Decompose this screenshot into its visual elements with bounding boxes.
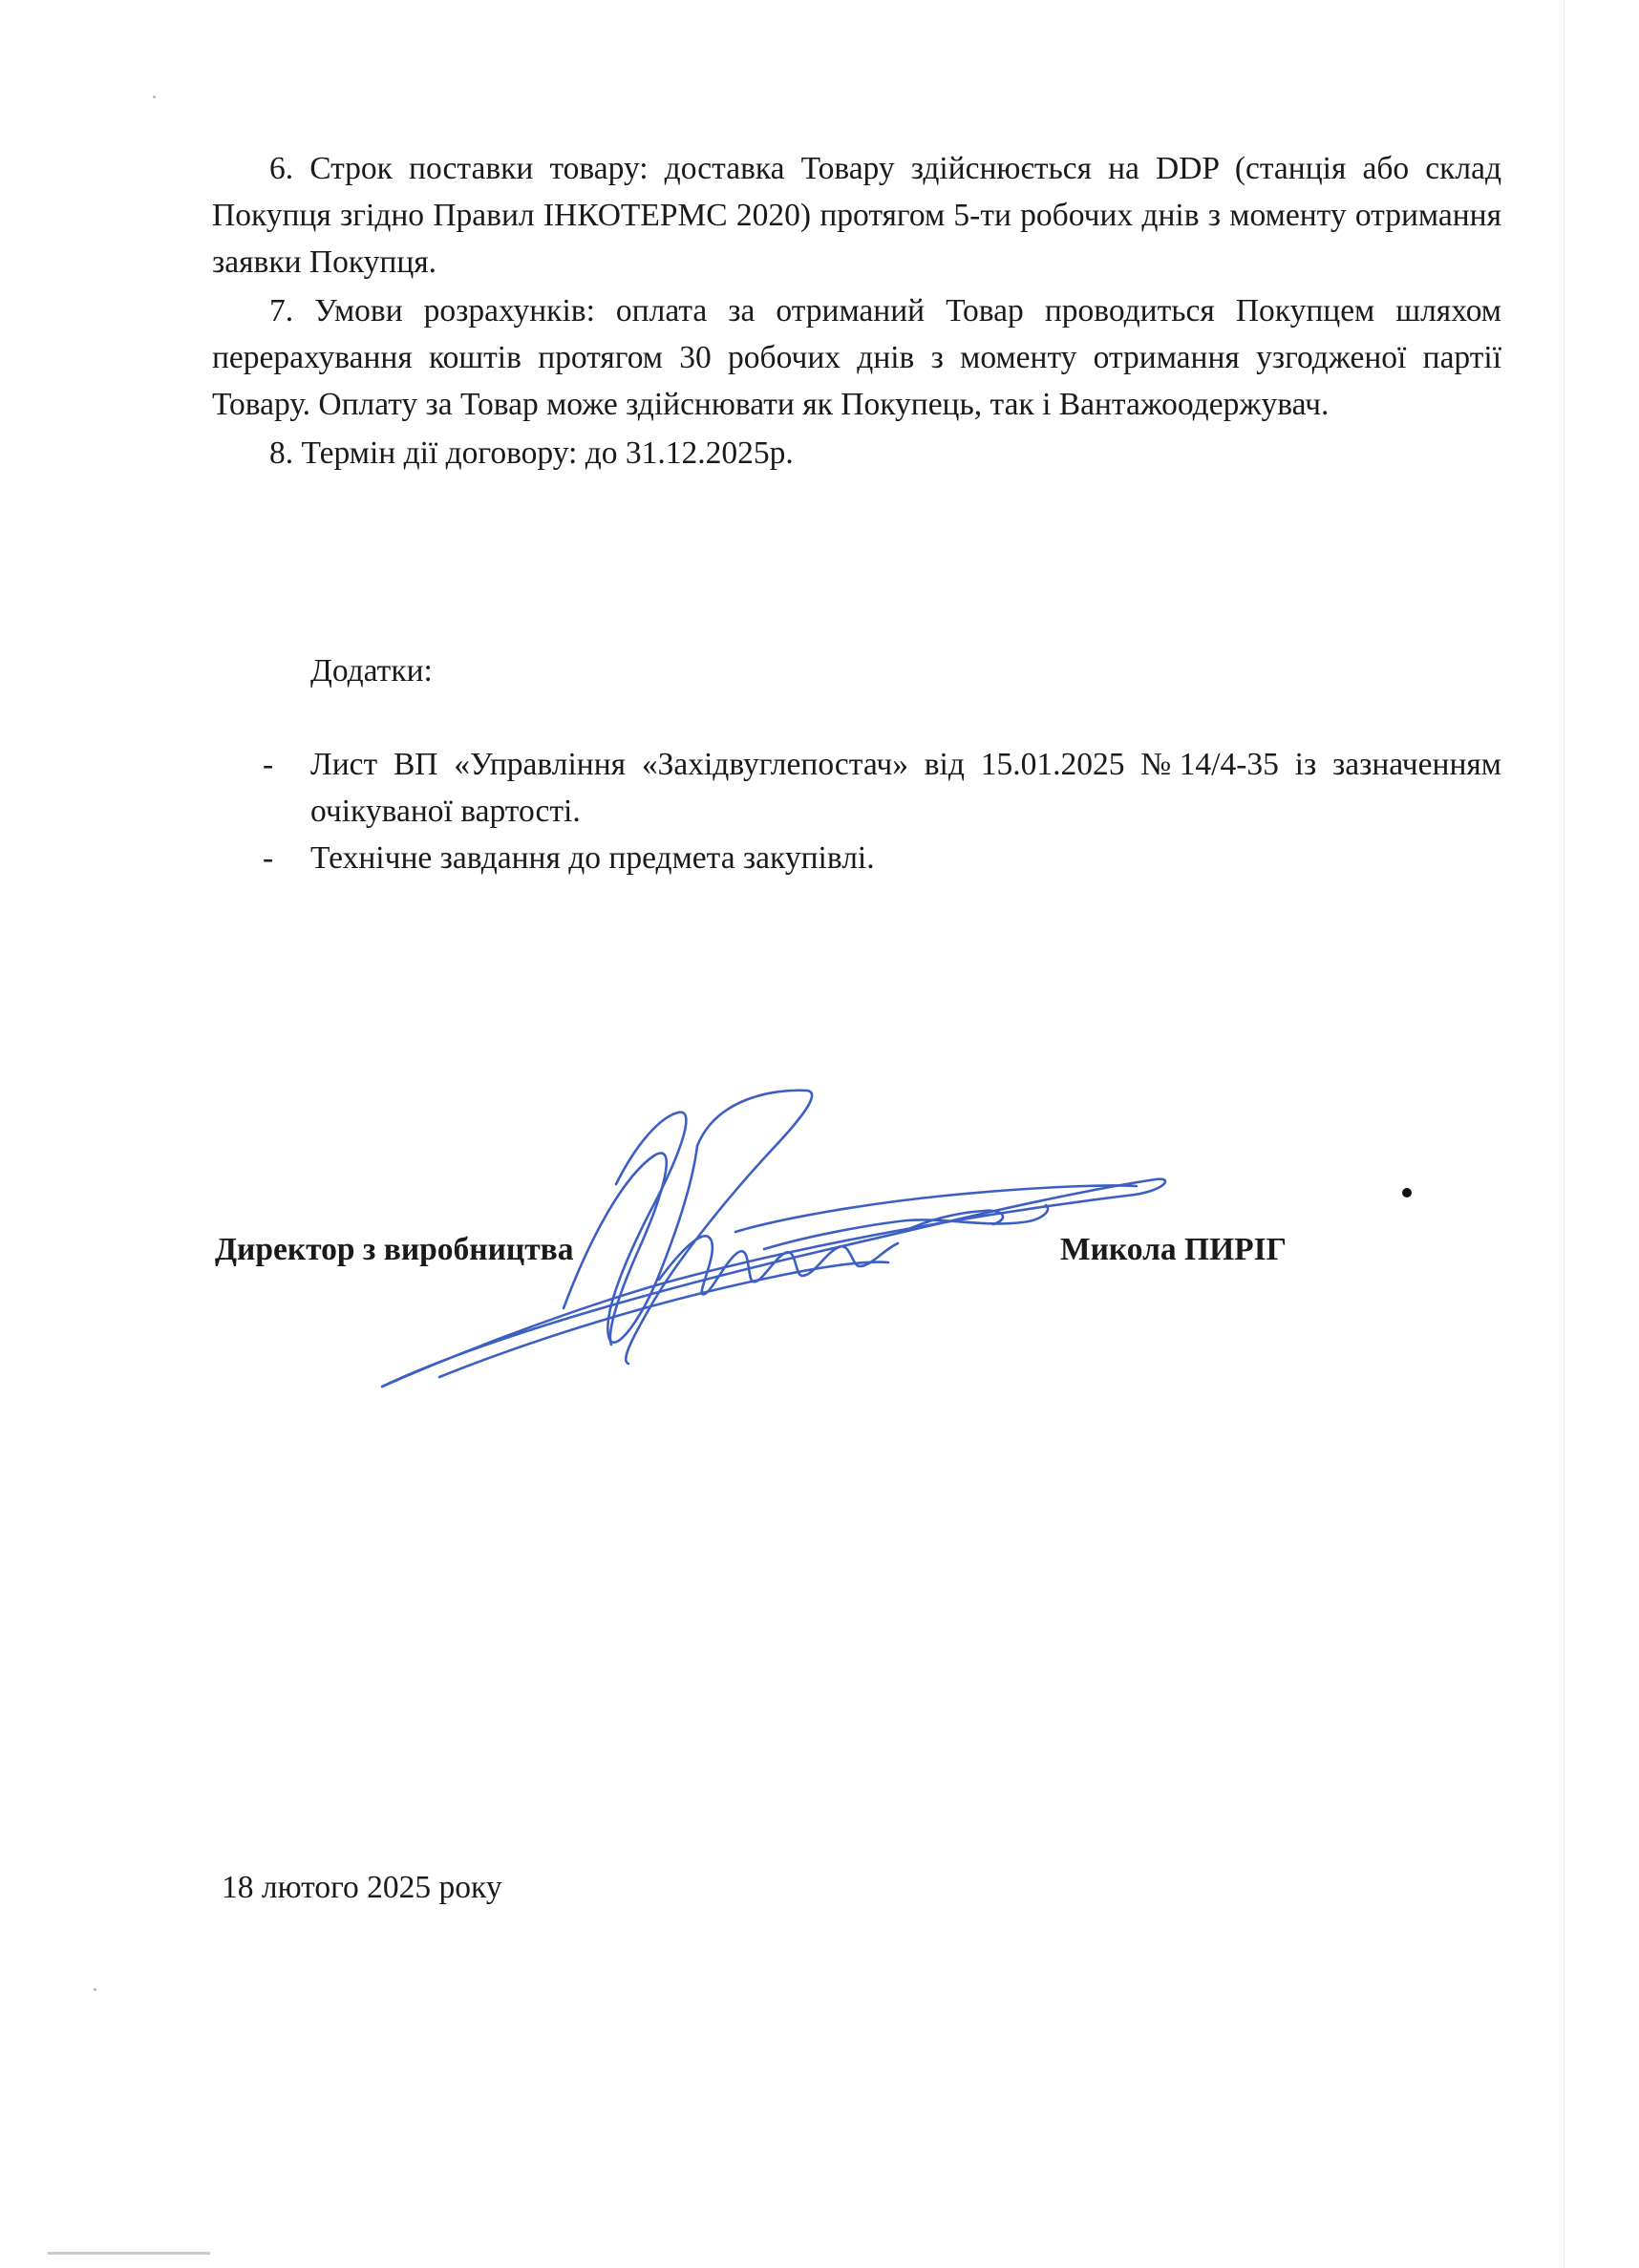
- term-text: Строк поставки товару: доставка Товару здійснюється на DDP (станція або склад Покупця згідно Правил ІНКОТЕРМС 2020) протягом 5-ти робочих днів з моменту отримання заявки Покупця.: [212, 151, 1502, 280]
- signature-stroke: [439, 1262, 888, 1377]
- attachment-text: Технічне завдання до предмета закупівлі.: [310, 840, 875, 876]
- scan-bottom-mark: [48, 2252, 210, 2255]
- term-text: Термін дії договору: до 31.12.2025р.: [301, 435, 794, 471]
- term-text: Умови розрахунків: оплата за отриманий Товар проводиться Покупцем шляхом перерахування коштів протягом 30 робочих днів з моменту отримання узгодженої партії Товару. Оплату за Товар може здійснювати як Покупець, так і Вантажоодержувач.: [212, 293, 1502, 422]
- attachments-title: Додатки:: [310, 653, 433, 689]
- document-date: 18 лютого 2025 року: [222, 1870, 502, 1905]
- ink-dot: [1402, 1188, 1412, 1198]
- signature-stroke: [607, 1113, 697, 1343]
- signatory-name: Микола ПИРІГ: [1060, 1232, 1287, 1267]
- attachments-list: [258, 741, 1501, 881]
- attachment-item: [258, 835, 1501, 881]
- attachment-text: Лист ВП «Управління «Західвуглепостач» від 15.01.2025 №14/4-35 із зазначенням очікуваної вартості.: [310, 747, 1501, 829]
- attachment-item: [258, 741, 1501, 835]
- terms-section: [212, 145, 1501, 478]
- scan-speck: [94, 1988, 96, 1991]
- scan-speck: [153, 95, 156, 98]
- list-dash: -: [263, 840, 274, 876]
- term-number: 7.: [269, 293, 294, 329]
- handwritten-signature: [372, 1089, 1184, 1404]
- signatory-role: Директор з виробництва: [215, 1232, 574, 1267]
- term-paragraph-6: [212, 145, 1501, 286]
- list-dash: -: [263, 747, 274, 782]
- term-paragraph-8: [212, 430, 1501, 477]
- signature-stroke: [626, 1091, 812, 1364]
- term-paragraph-7: [212, 287, 1501, 428]
- term-number: 8.: [269, 435, 294, 471]
- term-number: 6.: [269, 151, 294, 186]
